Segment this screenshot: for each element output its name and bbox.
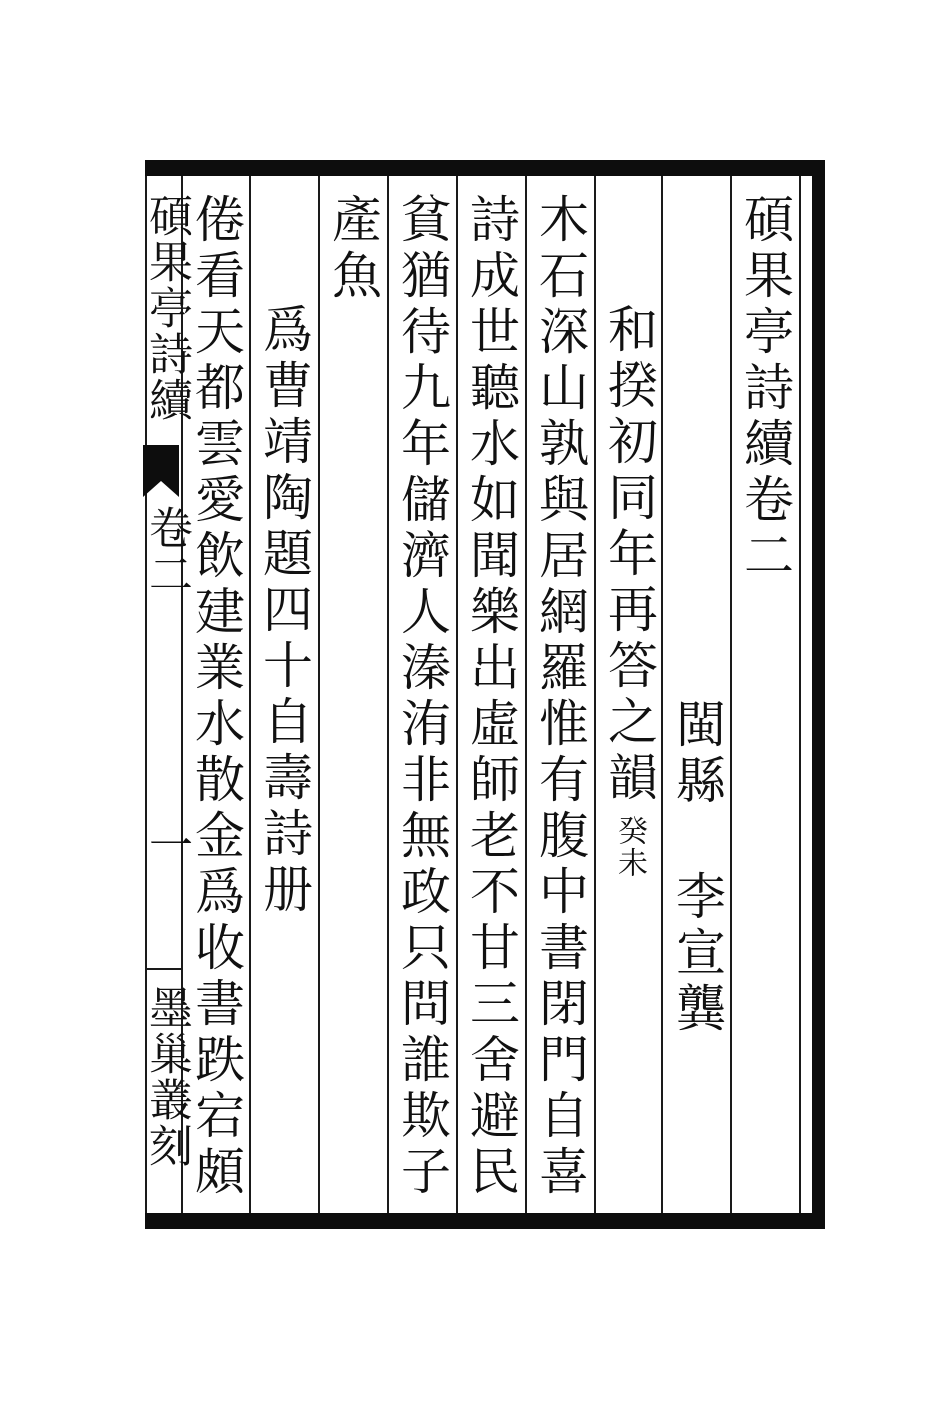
poem-line: 木石深山孰與居網羅惟有腹中書閉門自喜 [531,193,589,1201]
top-border [145,160,825,176]
right-border [812,160,825,1229]
margin-publisher: 墨巢叢刻 [141,985,192,1169]
poem-line: 貧猶待九年儲濟人溱洧非無政只問誰欺子 [393,193,451,1201]
margin-divider [147,968,181,970]
column-rule [387,176,389,1213]
column-rule [799,176,801,1213]
column-rule [730,176,732,1213]
column-rule [456,176,458,1213]
poem-line: 倦看天都雲愛飲建業水散金爲收書跌宕頗 [187,193,245,1201]
author-name: 李宣龔 [668,870,726,1038]
poem-date-note: 癸未 [612,815,647,879]
margin-book-title: 碩果亭詩續 [141,193,192,423]
column-rule [594,176,596,1213]
poem-title: 和揆初同年再答之韻 [600,303,658,807]
column-rule [525,176,527,1213]
margin-volume: 卷二 [141,505,192,597]
column-rule [661,176,663,1213]
poem-line: 詩成世聽水如聞樂出虛師老不甘三舍避民 [462,193,520,1201]
fishtail-mark-icon [143,445,179,497]
poem-line: 產魚 [324,193,382,305]
poem-title: 爲曹靖陶題四十自壽詩册 [255,303,313,919]
column-rule [318,176,320,1213]
column-rule [249,176,251,1213]
margin-page-number: 一 [141,822,192,868]
author-county: 閩縣 [668,698,726,810]
collection-title: 碩果亭詩續卷二 [736,193,794,585]
bottom-border [145,1213,825,1229]
